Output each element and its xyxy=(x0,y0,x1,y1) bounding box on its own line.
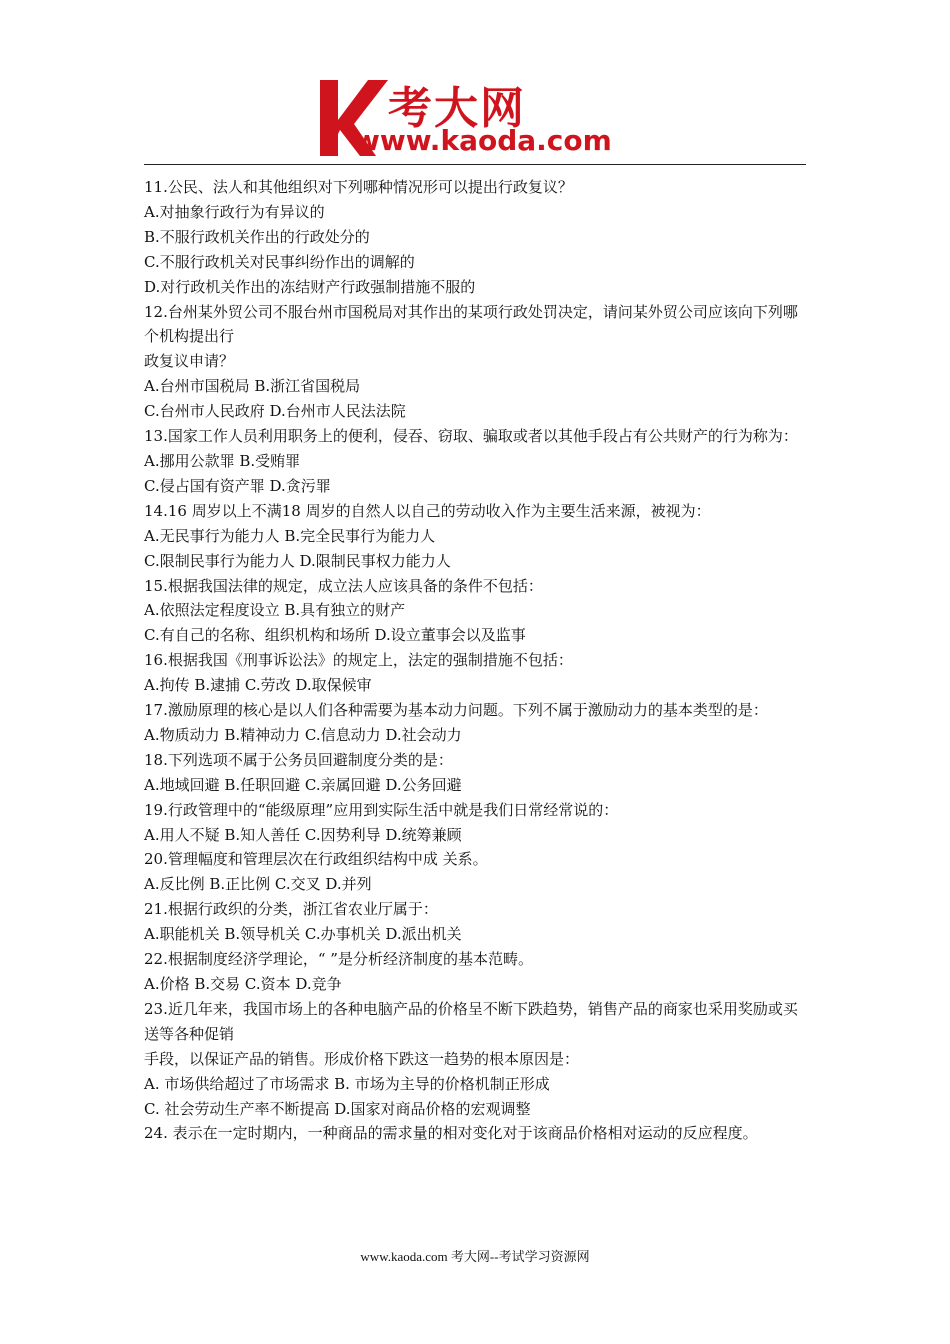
option-text: A.无民事行为能力人 B.完全民事行为能力人 xyxy=(144,526,436,545)
header-divider xyxy=(144,164,806,165)
option-text: B.不服行政机关作出的行政处分的 xyxy=(144,227,370,246)
logo-title: 考大网 xyxy=(388,83,526,134)
option-text: A.用人不疑 B.知人善任 C.因势利导 D.统筹兼顾 xyxy=(144,825,462,844)
site-logo[interactable] xyxy=(316,76,646,160)
question-text: 16.根据我国《刑事诉讼法》的规定上，法定的强制措施不包括： xyxy=(144,651,573,670)
option-text: C.有自己的名称、组织机构和场所 D.设立董事会以及监事 xyxy=(144,626,526,645)
option-text: A.挪用公款罪 B.受贿罪 xyxy=(144,451,301,470)
question-text: 12.台州某外贸公司不服台州市国税局对其作出的某项行政处罚决定，请问某外贸公司应该向下列哪个机构提出行 xyxy=(144,302,798,346)
question-text: 18.下列选项不属于公务员回避制度分类的是： xyxy=(144,750,453,769)
option-text: A.价格 B.交易 C.资本 D.竞争 xyxy=(144,975,342,993)
option-text: C.台州市人民政府 D.台州市人民法法院 xyxy=(144,402,406,421)
question-text-continued: 手段，以保证产品的销售。形成价格下跌这一趋势的根本原因是： xyxy=(144,1049,580,1068)
option-text: A.地域回避 B.任职回避 C.亲属回避 D.公务回避 xyxy=(144,775,462,794)
question-text: 19.行政管理中的“能级原理”应用到实际生活中就是我们日常经常说的： xyxy=(144,800,619,819)
question-text: 17.激励原理的核心是以人们各种需要为基本动力问题。下列不属于激励动力的基本类型的是： xyxy=(144,701,768,720)
question-text: 21.根据行政织的分类，浙江省农业厅属于： xyxy=(144,900,438,919)
question-text: 20.管理幅度和管理层次在行政组织结构中成 关系。 xyxy=(144,850,488,869)
option-text: C.限制民事行为能力人 D.限制民事权力能力人 xyxy=(144,551,451,570)
question-text-continued: 政复议申请？ xyxy=(144,352,235,371)
option-text: C.不服行政机关对民事纠纷作出的调解的 xyxy=(144,252,415,271)
option-text: C.侵占国有资产罪 D.贪污罪 xyxy=(144,476,331,495)
question-text: 13.国家工作人员利用职务上的便利，侵吞、窃取、骗取或者以其他手段占有公共财产的行为称为： xyxy=(144,427,798,446)
question-text: 24. 表示在一定时期内，一种商品的需求量的相对变化对于该商品价格相对运动的反应程度。 xyxy=(144,1124,758,1143)
option-text: A. 市场供给超过了市场需求 B. 市场为主导的价格机制正形成 xyxy=(144,1074,550,1093)
option-text: A.反比例 B.正比例 C.交叉 D.并列 xyxy=(144,875,372,894)
option-text: A.职能机关 B.领导机关 C.办事机关 D.派出机关 xyxy=(144,925,462,944)
option-text: A.拘传 B.逮捕 C.劳改 D.取保候审 xyxy=(144,676,372,695)
page-footer[interactable]: www.kaoda.com 考大网--考试学习资源网 xyxy=(360,1249,590,1264)
question-list xyxy=(144,175,810,1146)
option-text: A.台州市国税局 B.浙江省国税局 xyxy=(144,377,361,396)
question-text: 22.根据制度经济学理论，“ ”是分析经济制度的基本范畴。 xyxy=(144,950,533,969)
question-text: 23.近几年来，我国市场上的各种电脑产品的价格呈不断下跌趋势，销售产品的商家也采用奖励或买送等各种促销 xyxy=(144,999,798,1043)
question-text: 14.16 周岁以上不满18 周岁的自然人以自己的劳动收入作为主要生活来源，被视为： xyxy=(144,501,711,520)
question-text: 15.根据我国法律的规定，成立法人应该具备的条件不包括： xyxy=(144,576,543,595)
option-text: A.依照法定程度设立 B.具有独立的财产 xyxy=(144,601,406,620)
option-text: A.对抽象行政行为有异议的 xyxy=(144,202,325,221)
option-text: A.物质动力 B.精神动力 C.信息动力 D.社会动力 xyxy=(144,725,462,744)
question-text: 11.公民、法人和其他组织对下列哪种情况形可以提出行政复议？ xyxy=(144,178,573,196)
option-text: D.对行政机关作出的冻结财产行政强制措施不服的 xyxy=(144,277,476,296)
option-text: C. 社会劳动生产率不断提高 D.国家对商品价格的宏观调整 xyxy=(144,1099,531,1118)
logo-url: www.kaoda.com xyxy=(354,124,612,157)
